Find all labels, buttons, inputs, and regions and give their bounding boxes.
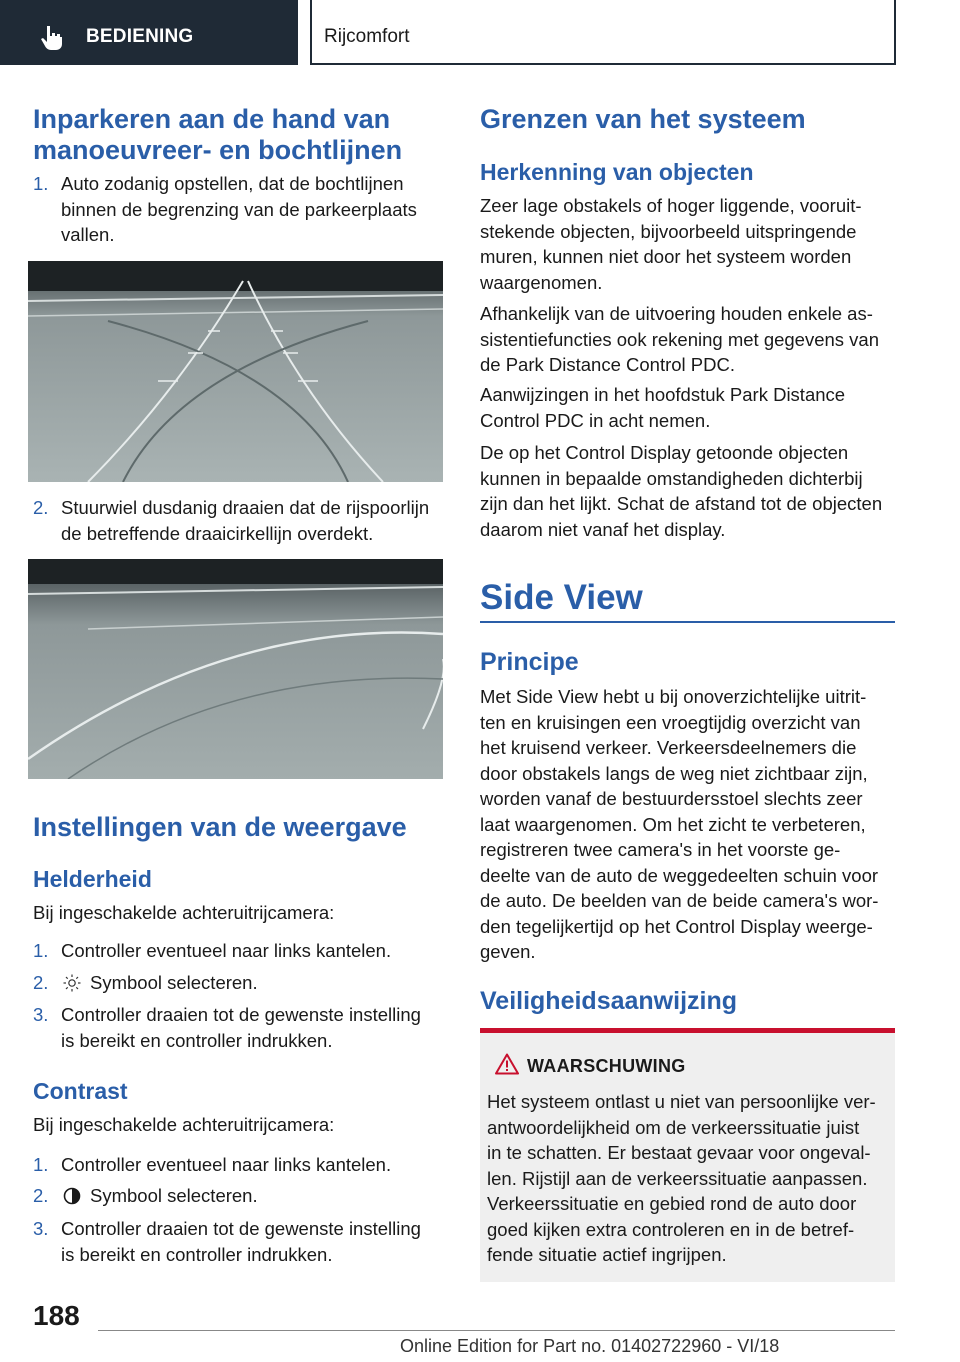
text-line: de Park Distance Control PDC. (480, 354, 735, 375)
step-text: Controller eventueel naar links kantelen. (61, 940, 392, 961)
text-line: daarom niet vanaf het display. (480, 518, 726, 540)
text-line: in te schatten. Er bestaat gevaar voor ongeval- (487, 1142, 871, 1163)
text-line: Aanwijzingen in het hoofdstuk Park Distance (480, 384, 846, 405)
text-line: de betreffende draaicirkellijn overdekt. (61, 522, 374, 544)
contrast-icon (63, 1187, 81, 1205)
text-line: Het systeem ontlast u niet van persoonlijke ver- (487, 1091, 876, 1112)
camera-view-image-1 (28, 261, 443, 482)
title-rule (480, 621, 895, 623)
text-line: muren, kunnen niet door het systeem worden (480, 246, 852, 267)
text-line: den tegelijkertijd op het Control Display weerge- (480, 915, 873, 937)
paragraph (480, 382, 900, 433)
heading-line: manoeuvreer- en bochtlijnen (33, 135, 403, 165)
step-text: Controller eventueel naar links kantelen. (61, 1154, 392, 1175)
step-text: Symbool selecteren. (90, 1185, 258, 1206)
text-line: kunnen in bepaalde omstandigheden dichterbij (480, 467, 863, 489)
text-line: door obstakels langs de weg niet zichtbaar zijn, (480, 762, 868, 784)
heading-line: Inparkeren aan de hand van (33, 104, 391, 134)
step-number: 2. (33, 1185, 49, 1206)
step-number: 2. (33, 497, 49, 518)
text-line: Auto zodanig opstellen, dat de bochtlijnen (61, 173, 404, 194)
heading-grenzen: Grenzen van het systeem (480, 104, 806, 134)
chapter-label: BEDIENING (86, 26, 194, 47)
text-line: laat waargenomen. Om het zicht te verbeteren, (480, 813, 866, 835)
heading-veiligheid: Veiligheidsaanwijzing (480, 987, 738, 1015)
text-line: is bereikt en controller indrukken. (61, 1029, 333, 1051)
text-line: registreren twee camera's in het voorste ge- (480, 839, 841, 860)
step-text (61, 1002, 421, 1053)
header-border (894, 0, 896, 65)
heading-herkenning: Herkenning van objecten (480, 159, 754, 185)
text-line: Control PDC in acht nemen. (480, 409, 711, 431)
contrast-intro: Bij ingeschakelde achteruitrijcamera: (33, 1114, 335, 1135)
text-line: ten en kruisingen een vroegtijdig overzicht van (480, 711, 861, 733)
header-divider (310, 0, 312, 65)
step-text (61, 1216, 421, 1267)
text-line: goed kijken extra controleren en in de betref- (487, 1218, 855, 1240)
section-label: Rijcomfort (324, 26, 410, 47)
footer-rule (98, 1330, 895, 1331)
warning-text (487, 1089, 892, 1268)
warning-bar (480, 1028, 895, 1033)
step-number: 2. (33, 972, 49, 993)
text-line: waargenomen. (480, 271, 603, 293)
chapter-title: Side View (480, 578, 643, 617)
heading-helderheid: Helderheid (33, 866, 152, 892)
text-line: fende situatie actief ingrijpen. (487, 1244, 727, 1265)
step-number: 3. (33, 1218, 49, 1239)
step-number: 1. (33, 940, 49, 961)
heading-contrast: Contrast (33, 1078, 128, 1104)
warning-label: WAARSCHUWING (527, 1056, 686, 1076)
step-number: 1. (33, 1154, 49, 1175)
brightness-icon (63, 974, 81, 992)
text-line: vallen. (61, 224, 115, 245)
camera-view-image-2 (28, 559, 443, 779)
text-line: binnen de begrenzing van de parkeerplaats (61, 198, 417, 220)
heading-inparkeren (33, 104, 402, 166)
paragraph (480, 301, 900, 378)
heading-instellingen: Instellingen van de weergave (33, 812, 407, 842)
text-line: antwoordelijkheid om de verkeerssituatie juist (487, 1116, 860, 1138)
step-text (61, 495, 429, 546)
text-line: Controller draaien tot de gewenste instelling (61, 1218, 421, 1239)
step-text: Symbool selecteren. (90, 972, 258, 993)
text-line: deelte van de auto de weggedeelten schuin voor (480, 864, 879, 886)
text-line: de auto. De beelden van de beide camera's wor- (480, 890, 879, 911)
text-line: Met Side View hebt u bij onoverzichtelijke uitrit- (480, 686, 867, 707)
step-number: 3. (33, 1004, 49, 1025)
text-line: geven. (480, 941, 536, 962)
text-line: Stuurwiel dusdanig draaien dat de rijspoorlijn (61, 497, 430, 518)
step-text (61, 171, 417, 248)
text-line: worden vanaf de bestuurdersstoel slechts zeer (480, 788, 863, 809)
header-rule (310, 63, 896, 65)
heading-principe: Principe (480, 648, 579, 676)
text-line: zijn dan het lijkt. Schat de afstand tot de objecten (480, 493, 883, 514)
page-number: 188 (33, 1300, 80, 1331)
text-line: Zeer lage obstakels of hoger liggende, vooruit- (480, 195, 862, 216)
paragraph (480, 684, 900, 965)
step-number: 1. (33, 173, 49, 194)
text-line: stekende objecten, bijvoorbeeld uitspringende (480, 220, 857, 242)
text-line: De op het Control Display getoonde objecten (480, 442, 849, 463)
paragraph (480, 193, 900, 295)
text-line: Afhankelijk van de uitvoering houden enkele as- (480, 303, 873, 324)
text-line: Verkeerssituatie en gebied rond de auto door (487, 1193, 857, 1214)
text-line: het kruisend verkeer. Verkeersdeelnemers die (480, 737, 857, 758)
text-line: len. Rijstijl aan de verkeerssituatie aanpassen. (487, 1167, 868, 1189)
warning-triangle-icon (495, 1053, 519, 1075)
text-line: is bereikt en controller indrukken. (61, 1243, 333, 1265)
paragraph (480, 440, 900, 542)
helderheid-intro: Bij ingeschakelde achteruitrijcamera: (33, 902, 335, 923)
hand-pointer-icon (40, 24, 66, 50)
edition-text: Online Edition for Part no. 01402722960 - VI/18 (400, 1336, 780, 1356)
text-line: sistentiefuncties ook rekening met gegevens van (480, 328, 880, 350)
text-line: Controller draaien tot de gewenste instelling (61, 1004, 421, 1025)
